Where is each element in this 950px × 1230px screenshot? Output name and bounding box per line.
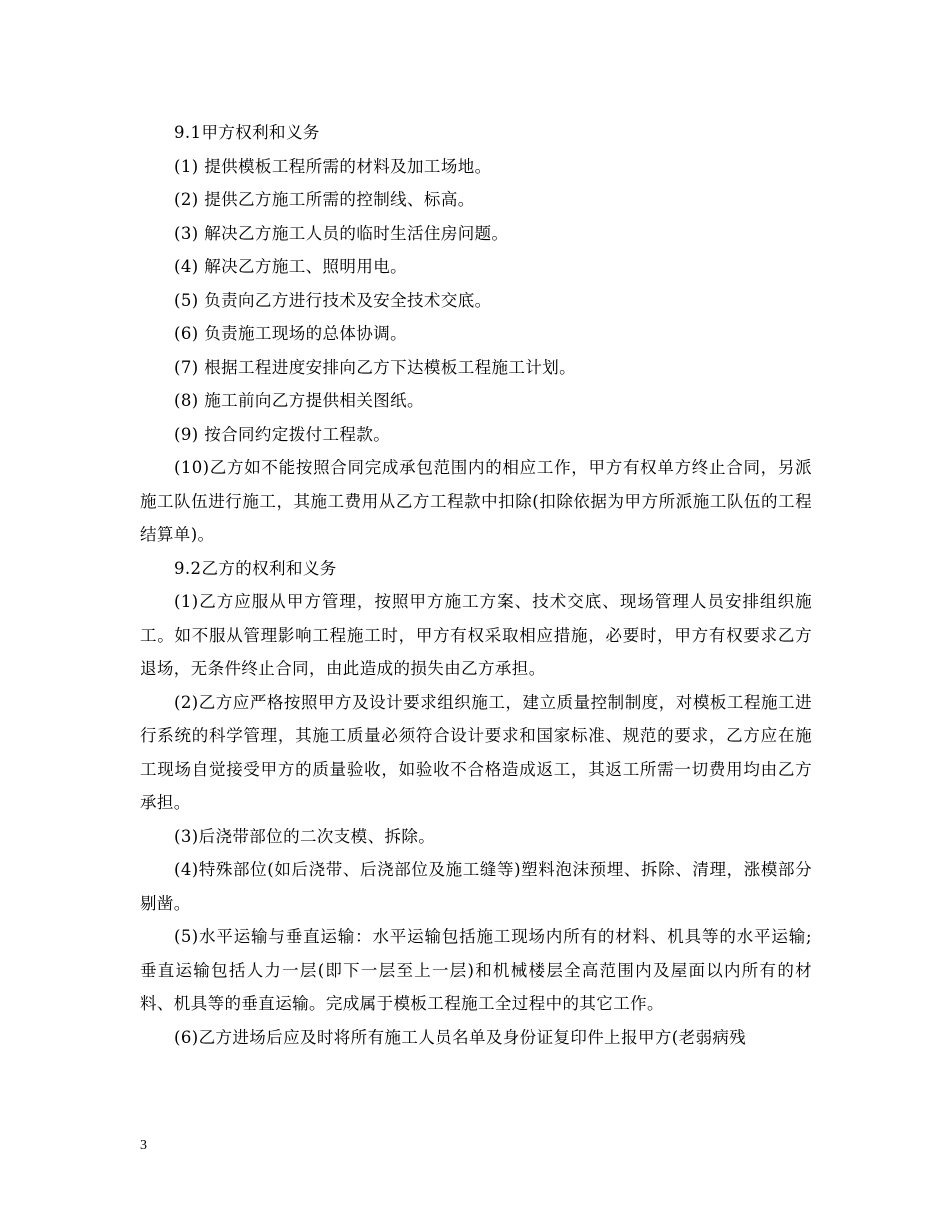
page-number: 3 xyxy=(140,1138,147,1153)
clause-paragraph: (1)乙方应服从甲方管理，按照甲方施工方案、技术交底、现场管理人员安排组织施工。如不服从管理影响工程施工时，甲方有权采取相应措施，必要时，甲方有权要求乙方退场，无条件终止合同，由此造成的损失由乙方承担。 xyxy=(140,592,812,678)
clause-paragraph: (4) 解决乙方施工、照明用电。 xyxy=(174,257,408,276)
clause-paragraph: (7) 根据工程进度安排向乙方下达模板工程施工计划。 xyxy=(174,357,577,377)
clause-paragraph: (3)后浇带部位的二次支模、拆除。 xyxy=(174,826,436,846)
clause-paragraph: (6) 负责施工现场的总体协调。 xyxy=(174,324,408,343)
section-heading-9-1: 9.1甲方权利和义务 xyxy=(174,123,320,142)
clause-paragraph: (2)乙方应严格按照甲方及设计要求组织施工，建立质量控制制度，对模板工程施工进行系统的科学管理，其施工质量必须符合设计要求和国家标准、规范的要求，乙方应在施工现场自觉接受甲方的质量验收，如验收不合格造成返工，其返工所需一切费用均由乙方承担。 xyxy=(140,692,812,812)
clause-paragraph: (1) 提供模板工程所需的材料及加工场地。 xyxy=(174,156,492,176)
clause-paragraph: (8) 施工前向乙方提供相关图纸。 xyxy=(174,391,424,410)
clause-paragraph: (10)乙方如不能按照合同完成承包范围内的相应工作，甲方有权单方终止合同，另派施工队伍进行施工，其施工费用从乙方工程款中扣除(扣除依据为甲方所派施工队伍的工程结算单)。 xyxy=(140,458,812,544)
clause-paragraph: (6)乙方进场后应及时将所有施工人员名单及身份证复印件上报甲方(老弱病残 xyxy=(174,1027,747,1047)
clause-paragraph: (5)水平运输与垂直运输：水平运输包括施工现场内所有的材料、机具等的水平运输;垂直运输包括人力一层(即下一层至上一层)和机械楼层全高范围内及屋面以内所有的材料、机具等的垂直运输。完成属于模板工程施工全过程中的其它工作。 xyxy=(140,927,812,1013)
document-body xyxy=(140,116,812,1054)
clause-paragraph: (3) 解决乙方施工人员的临时生活住房问题。 xyxy=(174,223,509,243)
clause-paragraph: (2) 提供乙方施工所需的控制线、标高。 xyxy=(174,190,475,209)
clause-paragraph: (5) 负责向乙方进行技术及安全技术交底。 xyxy=(174,290,492,310)
section-heading-9-2: 9.2乙方的权利和义务 xyxy=(174,558,337,578)
clause-paragraph: (4)特殊部位(如后浇带、后浇部位及施工缝等)塑料泡沫预埋、拆除、清理，涨模部分剔凿。 xyxy=(140,860,812,913)
clause-paragraph: (9) 按合同约定拨付工程款。 xyxy=(174,424,391,444)
